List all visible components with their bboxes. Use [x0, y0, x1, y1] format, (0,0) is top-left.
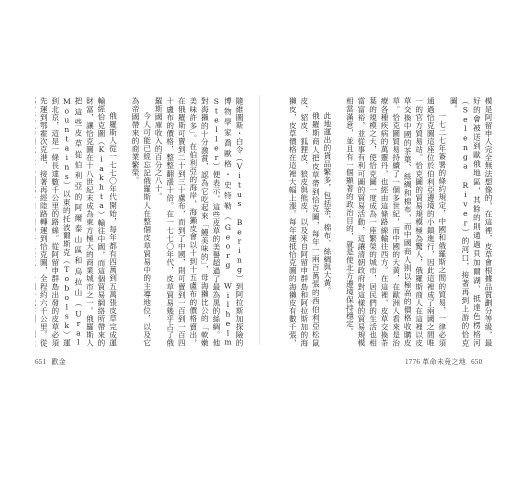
left-paragraph-3: 俄羅斯人從一七七〇年代開始，每年都有四萬到五萬張皮草完成運輸經恰克圖（Kiakhta）輸往中國，而這個貿易網絡所帶來的財富，讓恰克圖在十八世紀末成為東方極大的商業城市之一。俄羅斯人把這些皮草從伯利亞的阿爾泰山區和烏拉山（Ural Mountains）以東的托波爾斯克（Tobolsk）運到北京，這是一條長達數千公里的路線。從阿留申群島出發的皮草必須先運到鄂霍次克港，接著再經陸路轉運到恰克圖，全程約六千公里。從: [39, 97, 118, 347]
left-page-text: [35, 97, 245, 347]
right-paragraph-1: 模是阿留申人完全無法想像的，在這裡，皮草會根據品質劃分等級，最好的會被送到歐俄地區，其餘的則通過貝加爾湖、抵達色楞格河（Selenga River）的河口，接著再到上游的恰克圖。: [449, 97, 493, 347]
page-gutter: [259, 95, 260, 345]
right-paragraph-2: 一七二七年簽署的條約規定，中國和俄羅斯之間的貿易，一律必須通過恰克圖這座位於伯利亞邊境的小鎮進行，因此這裡成了兩國之間唯一的官方貿易站。恰克圖的貿易規模極為驚人，俄羅斯商人在這裡以皮草交換中國的茶葉、絲綢和棉布，而中國商人則以極高的價格收購皮草。恰克圖貿易持續了一個多世紀，而中國的大黃，在歐洲人看來是治療各種疾病的萬靈丹，也經由這條路線輸往西方。在這裡，皮草交換茶葉的規模之大，使恰克圖一度成為一座繁榮的城市，居民們的生活也相當富裕，並從事有利可圖的貿易活動，這讓清朝政府對這樣的貿易規模相當滿意，並且有一個顯著的政治目的，就是使北方邊境保持穩定。: [345, 97, 447, 347]
left-page-number: 651: [35, 358, 47, 366]
left-paragraph-1: 隨維圖斯・白令（Vitus Bering）到阿拉斯加探險的博物學家喬歐格・史特勒（Georg Wilhelm Steller）便表示，這些皮草的美譽超過了最為黑的絲綢。他對海獺的十分激賞，認為它吃起來「鰻美味的」，母海獺比公的「軟嫩美味許多」。在伯利亞的海岸，海獺皮會以十到十五盧布的價格賣出，在俄羅斯可賣到二十到三十盧布，而到了中國，則可賣到一百到一百四十盧布的價格，整整翻漲十倍。在一七七〇年代，皮草貿易幾乎占了俄羅斯國庫收入的百分之八十。: [154, 97, 244, 347]
right-page-text: [287, 97, 494, 347]
left-page-footer: [35, 357, 66, 367]
right-page-number: 650: [471, 358, 483, 366]
right-page-footer: [405, 357, 482, 367]
left-running-head: 歡金: [51, 358, 67, 366]
left-paragraph-2: 今人可能已經忘記俄羅斯人在整個皮草貿易中的主導地位，以及它為帝國帶來的商業繁榮。: [131, 97, 152, 347]
right-paragraph-4: 俄羅斯商人把皮草帶到恰克圖，每年一兩百萬張的西伯利亞松鼠皮、貂皮、狐狸皮、狼皮與熊皮，以及來自阿留申群島和阿拉斯加的海獺皮，皮草價格在這裡大幅上漲。每年運抵恰克圖的海獺皮有數千張，: [288, 97, 321, 347]
right-running-head: 1776 革命未竟之地: [405, 358, 467, 366]
right-paragraph-3: 此地運出的貨品繁多，包括茶、棉布、絲綢與大黃。: [322, 112, 332, 296]
